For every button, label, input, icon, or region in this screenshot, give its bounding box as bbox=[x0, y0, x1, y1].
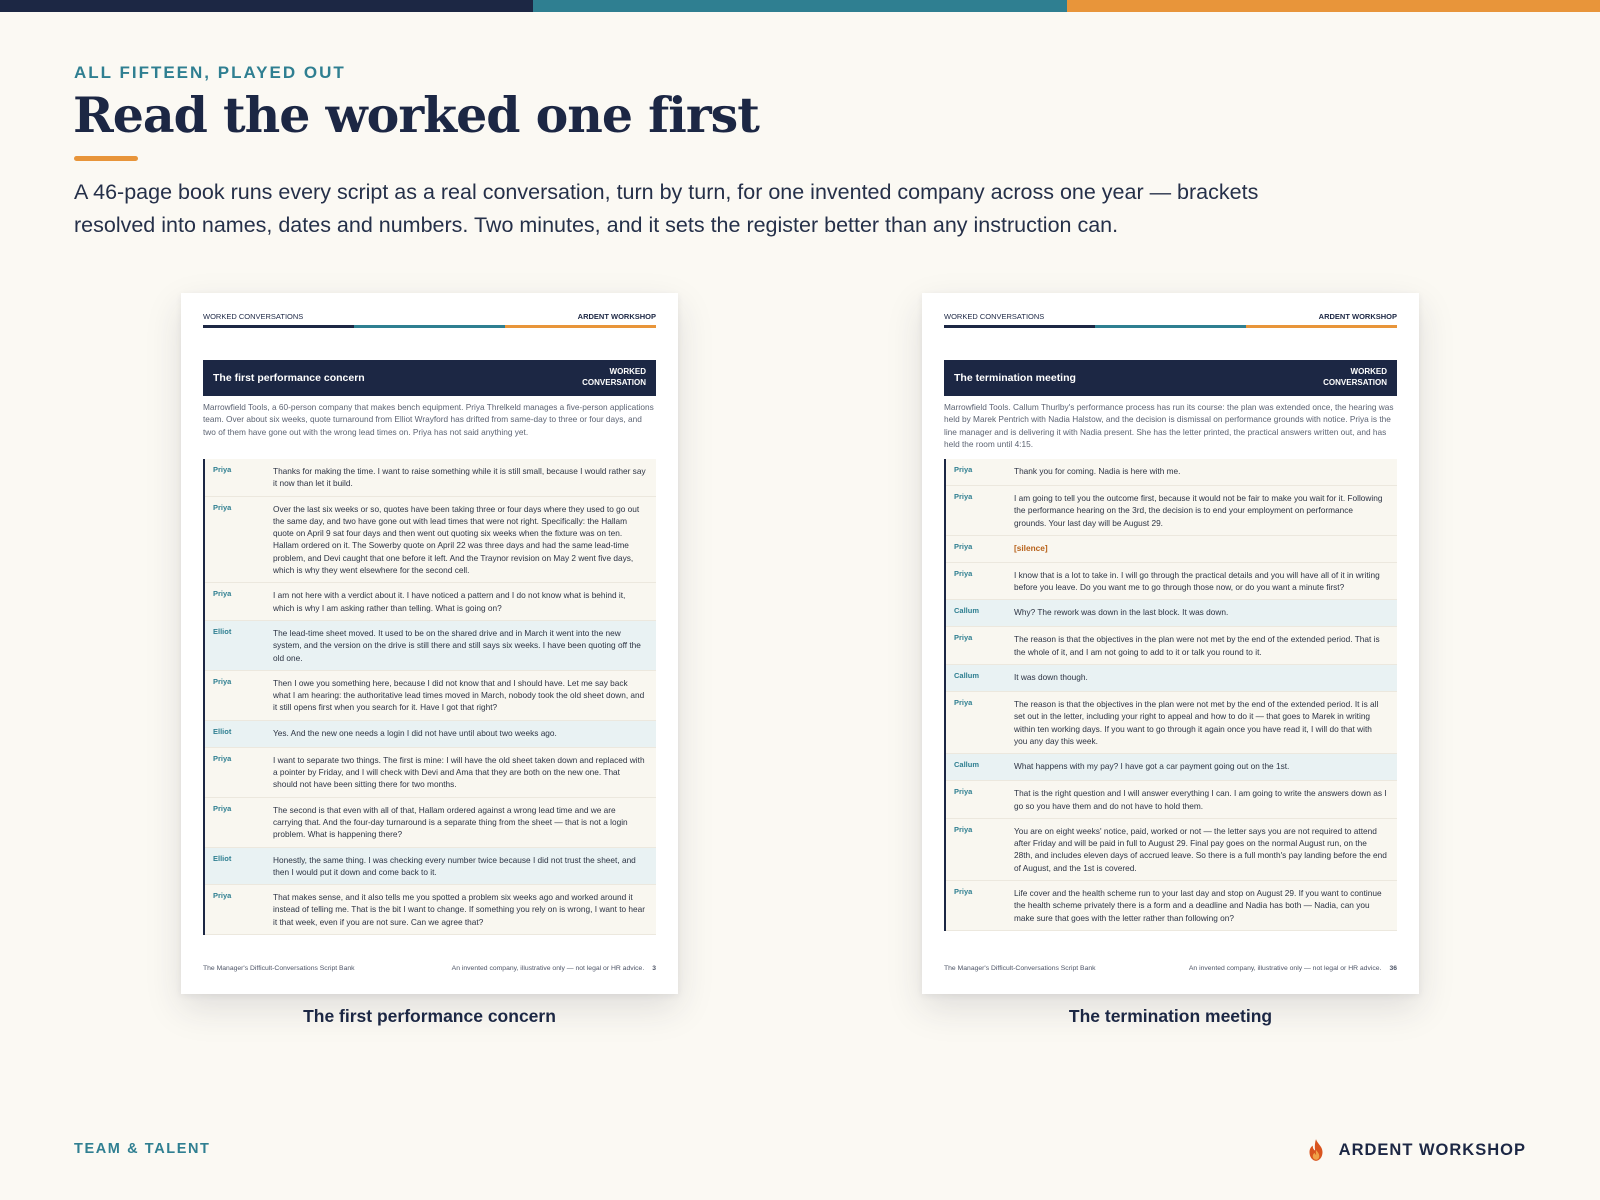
turn-text: Why? The rework was down in the last block. It was down. bbox=[1014, 607, 1229, 618]
speaker-name: Priya bbox=[213, 891, 232, 901]
caption-termination-meeting: The termination meeting bbox=[1068, 1006, 1273, 1026]
turn-text: I am not here with a verdict about it. I have noticed a pattern and I do not know what is behind it, which is why I am asking rather than telling. What is going on? bbox=[273, 590, 626, 613]
dialogue-turn bbox=[205, 583, 656, 621]
dialogue-turn bbox=[205, 497, 656, 584]
dialogue-turn bbox=[946, 781, 1397, 819]
dialogue-turns bbox=[944, 459, 1397, 931]
speaker-name: Priya bbox=[213, 465, 232, 474]
speaker-name: Elliot bbox=[213, 626, 232, 636]
page-header bbox=[944, 312, 1397, 322]
turn-text: [silence] bbox=[1014, 542, 1048, 553]
speaker-name: Priya bbox=[213, 589, 232, 599]
turn-text: I am going to tell you the outcome first, because it would not be fair to make you wait for it. Following the performance hearing on the 3rd, the decision is to end your employment on performance grounds. Your last day will be August 29. bbox=[1014, 493, 1383, 528]
page-header-stripe bbox=[944, 325, 1397, 328]
page-title: Read the worked one first bbox=[73, 86, 759, 144]
title-underline bbox=[74, 156, 138, 161]
page-number: 36 bbox=[1389, 965, 1397, 972]
scenario-intro: Marrowfield Tools. Callum Thurlby's performance process has run its course: the plan was extended once, the hearing was held by Marek Pentrich with Nadia Halstow, and the decision is dismissal on performance grounds with notice. Priya is the line manager and is delivering it with Nadia present. She has the letter printed, the practical answers written out, and has held the room until 4:15. bbox=[944, 402, 1394, 449]
speaker-name: Priya bbox=[954, 568, 973, 578]
page-footer-left: The Manager's Difficult-Conversations Script Bank bbox=[944, 965, 1096, 972]
dialogue-turn bbox=[946, 881, 1397, 931]
lede-paragraph: A 46-page book runs every script as a real conversation, turn by turn, for one invented company across one year — brackets resolved into names, dates and numbers. Two minutes, and it sets the register better than any instruction can. bbox=[74, 180, 1259, 237]
page-footer-right bbox=[452, 965, 656, 972]
brand-name: ARDENT WORKSHOP bbox=[1338, 1140, 1526, 1159]
page-header bbox=[203, 312, 656, 322]
dialogue-turn bbox=[946, 459, 1397, 486]
caption-first-performance-concern: The first performance concern bbox=[303, 1006, 556, 1026]
turn-text: Thanks for making the time. I want to raise something while it is still small, because I would rather say it now than let it build. bbox=[273, 466, 646, 489]
page-footer-left: The Manager's Difficult-Conversations Script Bank bbox=[203, 965, 355, 972]
page-footer-right bbox=[1189, 965, 1397, 972]
speaker-name: Priya bbox=[213, 753, 232, 763]
turn-text: That is the right question and I will answer everything I can. I am going to write the answers down as I go so you have them and do not have to hold them. bbox=[1014, 788, 1387, 811]
dialogue-turn bbox=[205, 848, 656, 886]
speaker-name: Priya bbox=[954, 465, 973, 474]
eyebrow: ALL FIFTEEN, PLAYED OUT bbox=[74, 63, 346, 82]
speaker-name: Priya bbox=[213, 803, 232, 813]
dialogue-turn bbox=[946, 536, 1397, 563]
speaker-name: Elliot bbox=[213, 853, 232, 863]
dialogue-turn bbox=[205, 671, 656, 721]
speaker-name: Callum bbox=[954, 671, 980, 681]
turn-text: You are on eight weeks' notice, paid, worked or not — the letter says you are not required to attend after Friday and will be paid in full to August 29. Final pay goes on the normal August run, on the 28th, and includes eleven days of accrued leave. So there is a full month's pay landing before the end of August, and the 1st is covered. bbox=[1014, 825, 1387, 873]
turn-text: The reason is that the objectives in the plan were not met by the end of the extended period. That is the whole of it, and I am not going to add to it or talk you round to it. bbox=[1014, 634, 1380, 657]
dialogue-turn bbox=[946, 665, 1397, 692]
brand-lockup[interactable] bbox=[1303, 1132, 1526, 1168]
turn-text: Yes. And the new one needs a login I did not have until about two weeks ago. bbox=[273, 727, 557, 738]
flame-icon bbox=[1303, 1137, 1329, 1163]
page-header-stripe bbox=[203, 325, 656, 328]
page-header-left: WORKED CONVERSATIONS bbox=[944, 312, 1045, 321]
speaker-name: Priya bbox=[954, 824, 973, 834]
turn-text: The reason is that the objectives in the plan were not met by the end of the extended period. It is all set out in the letter, including your right to appeal and how to do it — that goes to Marek in writing within ten working days. If you want to go through it again once you have read it, I will do that with you any day this week. bbox=[1014, 699, 1379, 746]
dialogue-turn bbox=[946, 754, 1397, 781]
speaker-name: Priya bbox=[954, 787, 973, 797]
dialogue-turn bbox=[205, 459, 656, 497]
dialogue-turn bbox=[946, 627, 1397, 665]
page-header-right: ARDENT WORKSHOP bbox=[577, 312, 656, 321]
page-preview-termination-meeting[interactable] bbox=[922, 293, 1419, 994]
dialogue-turn bbox=[205, 621, 656, 671]
conversation-badge: WORKED CONVERSATION bbox=[1323, 367, 1387, 387]
turn-text: Then I owe you something here, because I did not know that and I should have. Let me say back what I am hearing: the authoritative lead times moved in March, nobody took the old sheet down, and it still opens first when you search for it. Have I got that right? bbox=[273, 677, 645, 713]
stripe-orange bbox=[1067, 0, 1600, 12]
dialogue-turn bbox=[205, 885, 656, 935]
turn-text: Life cover and the health scheme run to your last day and stop on August 29. If you want to continue the health scheme privately there is a form and a deadline and Nadia has both — Nadia, can you make sure that goes with the letter rather than following on? bbox=[1014, 888, 1382, 923]
turn-text: That makes sense, and it also tells me you spotted a problem six weeks ago and worked around it instead of telling me. That is the bit I want to change. If something you rely on is wrong, I want to hear it that week, even if you are not sure. Can we agree that? bbox=[273, 892, 646, 927]
turn-text: I want to separate two things. The first is mine: I will have the old sheet taken down and replaced with a pointer by Friday, and I will check with Devi and Ama that they are both on the new one. That should not have been sitting there for two months. bbox=[273, 754, 645, 790]
page-header-left: WORKED CONVERSATIONS bbox=[203, 312, 304, 321]
dialogue-turn bbox=[946, 486, 1397, 536]
turn-text: Thank you for coming. Nadia is here with me. bbox=[1014, 466, 1181, 476]
conversation-badge: WORKED CONVERSATION bbox=[582, 367, 646, 387]
speaker-name: Priya bbox=[954, 887, 973, 897]
speaker-name: Priya bbox=[213, 502, 232, 512]
speaker-name: Priya bbox=[954, 492, 973, 501]
top-accent-stripe bbox=[0, 0, 1600, 12]
page-preview-first-performance-concern[interactable] bbox=[181, 293, 678, 994]
dialogue-turns bbox=[203, 459, 656, 935]
speaker-name: Callum bbox=[954, 760, 980, 770]
stripe-teal bbox=[533, 0, 1066, 12]
dialogue-turn bbox=[205, 721, 656, 748]
speaker-name: Priya bbox=[954, 541, 973, 551]
turn-text: Honestly, the same thing. I was checking every number twice because I did not trust the sheet, and then I would put it down and come back to it. bbox=[273, 854, 636, 877]
speaker-name: Callum bbox=[954, 606, 980, 616]
dialogue-turn bbox=[205, 748, 656, 798]
section-label: TEAM & TALENT bbox=[74, 1141, 211, 1157]
speaker-name: Priya bbox=[954, 633, 973, 643]
conversation-banner bbox=[203, 360, 656, 396]
page-header-right: ARDENT WORKSHOP bbox=[1318, 312, 1397, 321]
turn-text: What happens with my pay? I have got a car payment going out on the 1st. bbox=[1014, 761, 1290, 772]
speaker-name: Elliot bbox=[213, 726, 232, 736]
turn-text: The second is that even with all of that, Hallam ordered against a wrong lead time and we are carrying that. And the four-day turnaround is a separate thing from the sheet — that is not a login problem. What is happening there? bbox=[273, 804, 628, 840]
speaker-name: Priya bbox=[213, 676, 232, 686]
turn-text: It was down though. bbox=[1014, 672, 1088, 683]
disclaimer: An invented company, illustrative only — not legal or HR advice. bbox=[1188, 965, 1382, 972]
turn-text: Over the last six weeks or so, quotes have been taking three or four days where they used to go out the same day, and two have gone out with lead times that were not right. Specifically: the Hallam quote on April 9 sat four days and then went out quoting six weeks when the fixture was on ten. Hallam ordered on it. The Sowerby quote on April 22 was three days and had the same lead-time problem, and Devi caught that one before it left. And the Traynor revision on May 2 went five days, which is why they went elsewhere for the second cell. bbox=[273, 503, 640, 576]
dialogue-turn bbox=[946, 692, 1397, 754]
dialogue-turn bbox=[205, 798, 656, 848]
page-footer bbox=[944, 965, 1397, 975]
scenario-intro: Marrowfield Tools, a 60-person company that makes bench equipment. Priya Threlkeld manages a five-person applications team. Over about six weeks, quote turnaround from Elliot Wrayford has drifted from same-day to three or four days, and two of them have gone out with the wrong lead times on. Priya has not said anything yet. bbox=[203, 402, 654, 437]
disclaimer: An invented company, illustrative only — not legal or HR advice. bbox=[451, 965, 645, 972]
dialogue-turn bbox=[946, 600, 1397, 627]
conversation-banner bbox=[944, 360, 1397, 396]
dialogue-turn bbox=[946, 563, 1397, 601]
dialogue-turn bbox=[946, 819, 1397, 881]
speaker-name: Priya bbox=[954, 698, 973, 708]
turn-text: The lead-time sheet moved. It used to be on the shared drive and in March it went into the new system, and the version on the drive is still there and still says six weeks. I have been quoting off the old one. bbox=[273, 627, 641, 663]
page-footer bbox=[203, 965, 656, 975]
conversation-title: The first performance concern bbox=[213, 372, 365, 384]
page-number: 3 bbox=[652, 965, 656, 972]
conversation-title: The termination meeting bbox=[954, 372, 1076, 384]
stripe-navy bbox=[0, 0, 533, 12]
turn-text: I know that is a lot to take in. I will go through the practical details and you will have all of it in writing before you leave. Do you want me to go through those now, or do you want a minute first? bbox=[1014, 569, 1380, 593]
